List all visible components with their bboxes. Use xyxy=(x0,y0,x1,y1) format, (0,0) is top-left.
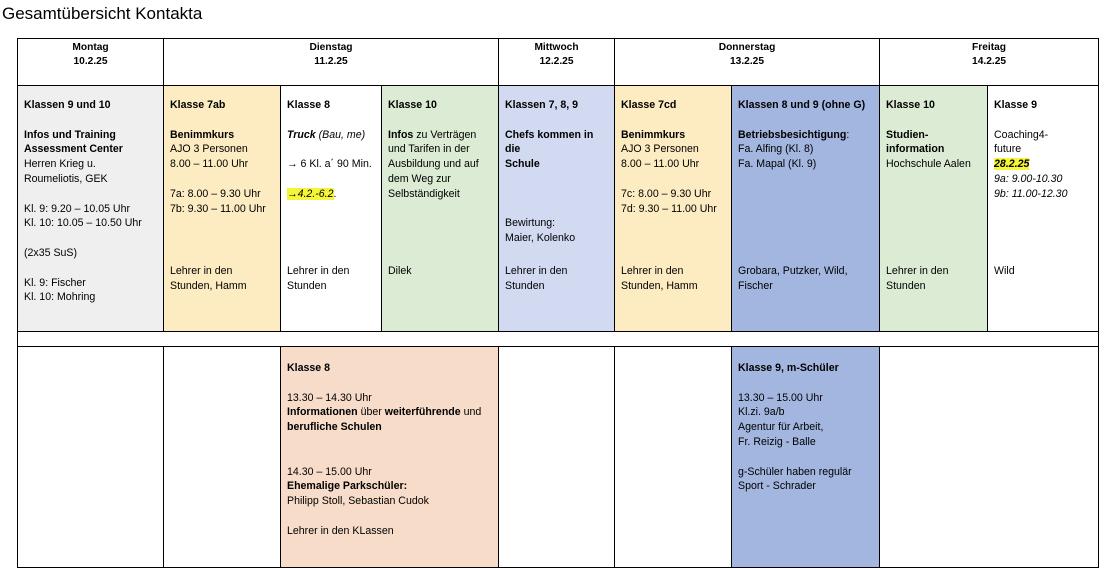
day-header-wednesday: Mittwoch 12.2.25 xyxy=(499,39,615,86)
cell-wednesday-klassen-7-8-9: Klassen 7, 8, 9 Chefs kommen in die Schule Bewirtung: Maier, Kolenko Lehrer in den Stunden xyxy=(499,86,615,332)
cell-tuesday-klasse-8: Klasse 8 Truck (Bau, me) → 6 Kl. a´ 90 Min. →4.2.-6.2. Lehrer in den Stunden xyxy=(281,86,382,332)
spacer-row xyxy=(18,332,1099,347)
highlighted-date: 28.2.25 xyxy=(994,158,1030,171)
cell-tuesday-klasse-10: Klasse 10 Infos zu Verträgen und Tarifen in der Ausbildung und auf dem Weg zur Selbständigkeit Dilek xyxy=(382,86,499,332)
cell-friday-klasse-9: Klasse 9 Coaching4- future 28.2.25 9a: 9.00-10.30 9b: 11.00-12.30 Wild xyxy=(988,86,1099,332)
day-header-friday: Freitag 14.2.25 xyxy=(880,39,1099,86)
morning-row xyxy=(18,86,1099,332)
cell-thursday-klassen-8-9: Klassen 8 und 9 (ohne G) Betriebsbesichtigung: Fa. Alfing (Kl. 8) Fa. Mapal (Kl. 9) Grobara, Putzker, Wild, Fischer xyxy=(732,86,880,332)
day-header-thursday: Donnerstag 13.2.25 xyxy=(615,39,880,86)
cell-monday-klassen-9-10: Klassen 9 und 10 Infos und Training Assessment Center Herren Krieg u. Roumeliotis, GEK Kl. 9: 9.20 – 10.05 Uhr Kl. 10: 10.05 – 10.50 Uhr (2x35 SuS) Kl. 9: Fischer Kl. 10: Mohring xyxy=(18,86,164,332)
afternoon-row xyxy=(18,347,1099,568)
schedule-table xyxy=(17,38,1099,568)
cell-friday-klasse-10: Klasse 10 Studien- information Hochschule Aalen Lehrer in den Stunden xyxy=(880,86,988,332)
highlighted-date-range: →4.2.-6.2 xyxy=(287,187,334,200)
cell-tuesday-klasse-7ab: Klasse 7ab Benimmkurs AJO 3 Personen 8.00 – 11.00 Uhr 7a: 8.00 – 9.30 Uhr 7b: 9.30 – 11.00 Uhr Lehrer in den Stunden, Hamm xyxy=(164,86,281,332)
page-title: Gesamtübersicht Kontakta xyxy=(2,4,203,23)
cell-afternoon-klasse-9-m: Klasse 9, m-Schüler 13.30 – 15.00 Uhr Kl.zi. 9a/b Agentur für Arbeit, Fr. Reizig - Balle g-Schüler haben regulär Sport - Schrader xyxy=(732,347,880,568)
day-header-tuesday: Dienstag 11.2.25 xyxy=(164,39,499,86)
cell-afternoon-klasse-8: Klasse 8 13.30 – 14.30 Uhr Informationen über weiterführende und berufliche Schulen 14.30 – 15.00 Uhr Ehemalige Parkschüler: Philipp Stoll, Sebastian Cudok Lehrer in den KLassen xyxy=(281,347,499,568)
header-row xyxy=(18,39,1099,86)
day-header-monday: Montag 10.2.25 xyxy=(18,39,164,86)
cell-thursday-klasse-7cd: Klasse 7cd Benimmkurs AJO 3 Personen 8.00 – 11.00 Uhr 7c: 8.00 – 9.30 Uhr 7d: 9.30 – 11.00 Uhr Lehrer in den Stunden, Hamm xyxy=(615,86,732,332)
